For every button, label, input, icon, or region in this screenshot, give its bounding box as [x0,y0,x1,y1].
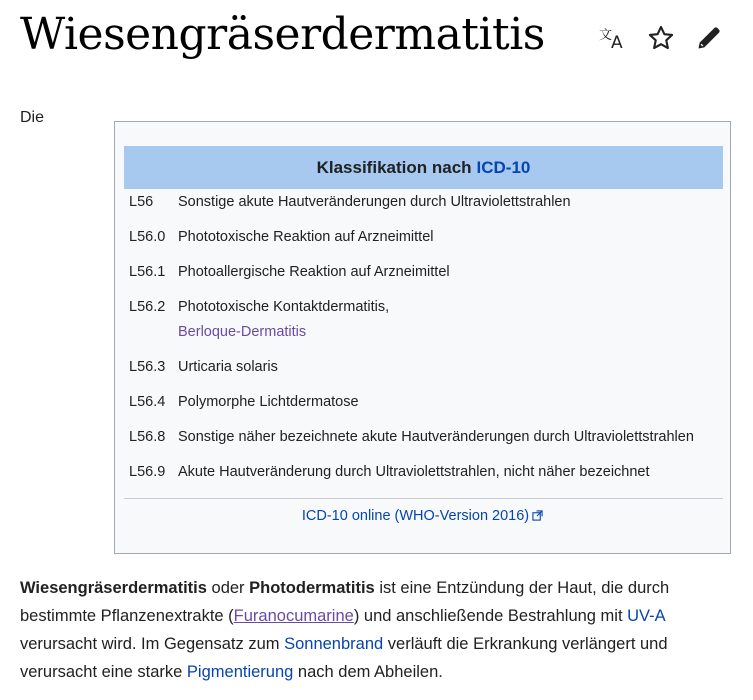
icd-row [129,225,723,250]
infobox-footer [115,508,730,525]
icd10-online-link[interactable] [302,508,543,524]
icd-row [129,460,723,485]
star-icon [647,24,675,57]
svg-text:A: A [611,32,623,51]
edit-icon [695,24,723,57]
language-icon [598,25,628,56]
icd-description: Polymorphe Lichtdermatose [178,394,359,410]
lead-paragraph [20,574,735,686]
icd-code: L56.0 [129,229,166,245]
icd-description: Sonstige näher bezeichnete akute Hautveränderungen durch Ultraviolettstrahlen [178,429,694,445]
icd-code: L56.9 [129,464,166,480]
infobox-divider [124,498,723,499]
icd-description-text: Phototoxische Kontaktdermatitis, [178,299,390,315]
icd-row [129,260,723,285]
intro-text: Die [20,109,45,126]
svg-text:文: 文 [599,27,613,43]
berloque-dermatitis-link[interactable]: Berloque-Dermatitis [178,324,307,340]
icd-row [129,390,723,415]
pigmentierung-link[interactable]: Pigmentierung [186,663,294,681]
icd-row [129,425,723,450]
icd-code: L56.8 [129,429,166,445]
paragraph-text: ) und anschließende Bestrahlung mit [353,607,628,625]
furanocumarine-link[interactable]: Furanocumarine [233,607,354,625]
icd-description: Phototoxische Reaktion auf Arzneimittel [178,229,434,245]
icd-code: L56.1 [129,264,166,280]
external-link-icon [532,509,543,525]
paragraph-text: oder [206,579,250,597]
icd-code: L56.3 [129,359,166,375]
icd-row [129,355,723,380]
term-photodermatitis: Photodermatitis [249,579,375,597]
paragraph-text: ist eine Entzündung der Haut, die durch bestimmte Pflanzenextrakte ( [20,579,670,625]
icd-code: L56 [129,194,154,210]
icd-code: L56.2 [129,299,166,315]
sonnenbrand-link[interactable]: Sonnenbrand [284,635,384,653]
icd-description: Akute Hautveränderung durch Ultraviolettstrahlen, nicht näher bezeichnet [178,464,650,480]
icd-description [178,295,723,345]
icd-code: L56.4 [129,394,166,410]
page-actions [589,22,733,58]
icd10-online-link-text: ICD-10 online (WHO-Version 2016) [301,508,530,524]
icd-row [129,295,723,345]
icd-infobox [114,121,731,554]
infobox-rows [129,190,723,485]
icd10-link[interactable]: ICD-10 [476,157,531,177]
icd-row [129,190,723,215]
term-wiesengraeserdermatitis: Wiesengräserdermatitis [20,579,207,597]
uva-link[interactable]: UV-A [627,607,665,625]
paragraph-text: nach dem Abheilen. [293,663,443,681]
icd-description: Sonstige akute Hautveränderungen durch Ultraviolettstrahlen [178,194,571,210]
paragraph-text: verläuft die Erkrankung verlängert und verursacht eine starke [20,635,668,681]
icd-description: Photoallergische Reaktion auf Arzneimittel [178,264,450,280]
infobox-header [124,146,723,189]
paragraph-text: verursacht wird. Im Gegensatz zum [20,635,285,653]
page-title: Wiesengräserdermatitis [20,9,545,60]
icd-description: Urticaria solaris [178,359,278,375]
edit-button[interactable] [685,22,733,58]
watch-star-button[interactable] [637,22,685,58]
language-button[interactable] [589,22,637,58]
infobox-header-text: Klassifikation nach [316,157,472,177]
